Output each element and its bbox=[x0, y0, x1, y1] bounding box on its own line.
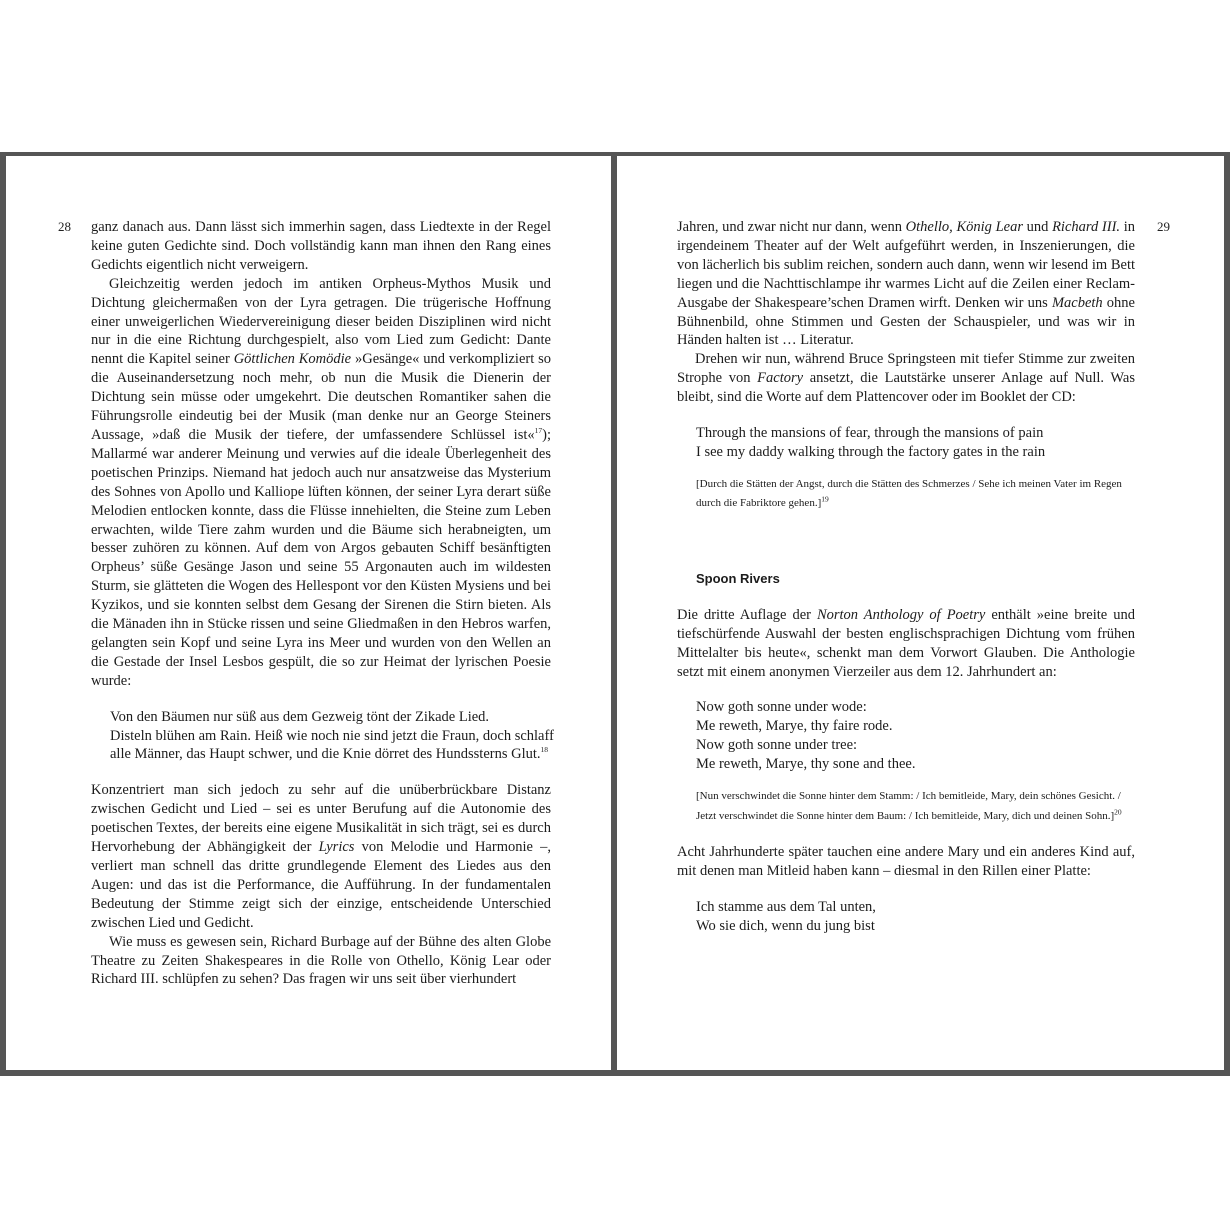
verse-line: Through the mansions of fear, through the mansions of pain bbox=[696, 425, 1044, 442]
footnote-marker: 18 bbox=[540, 745, 549, 755]
section-heading: Spoon Rivers bbox=[696, 570, 780, 586]
left-text-column bbox=[91, 218, 554, 989]
paragraph: Die dritte Auflage der Norton Anthology of Poetry enthält »eine breite und tiefschürfende Auswahl der besten englischsprachigen Dichtung vom frühen Mittelalter bis heute«, schenkt man dem Vorwort Glauben. Die Anthologie setzt mit einem anonymen Vierzeiler aus dem 12. Jahrhundert an: bbox=[677, 606, 1135, 680]
paragraph: Jahren, und zwar nicht nur dann, wenn Othello, König Lear und Richard III. in irgendeinem Theater auf der Welt aufgeführt werden, in Inszenierungen, die von lächerlich bis sublim reichen, sondern auch dann, wenn wir lesend im Bett liegen und die Nachttischlampe ihr warmes Licht auf die Zeilen einer Reclam-Ausgabe der Shakespeare’schen Dramen wirft. Denken wir uns Macbeth ohne Bühnenbild, ohne Stimmen und Gesten der Schauspieler, und was wir in Händen halten ist … Literatur. bbox=[677, 219, 1135, 349]
page-number: 28 bbox=[58, 219, 71, 234]
verse-line: Me reweth, Marye, thy faire rode. bbox=[696, 718, 893, 735]
footnote-marker: 19 bbox=[821, 494, 829, 504]
page-number: 29 bbox=[1157, 219, 1170, 234]
footnote-marker: 17 bbox=[534, 426, 543, 436]
verse-line: Von den Bäumen nur süß aus dem Gezweig tönt der Zikade Lied. bbox=[110, 708, 490, 725]
paragraph: ganz danach aus. Dann lässt sich immerhin sagen, dass Liedtexte in der Regel keine guten Gedichte sind. Doch vollständig kann man ihnen den Rang eines Gedichts eigentlich nicht verweigern. bbox=[91, 219, 551, 273]
left-page bbox=[6, 156, 611, 1070]
paragraph: Acht Jahrhunderte später tauchen eine andere Mary und ein anderes Kind auf, mit denen man Mitleid haben kann – diesmal in den Rillen einer Platte: bbox=[677, 844, 1135, 879]
lyrics-quote bbox=[677, 424, 1135, 462]
verse-quote bbox=[677, 698, 1135, 774]
verse-line: Now goth sonne under wode: bbox=[696, 699, 867, 716]
translation-note: [Durch die Stätten der Angst, durch die Stätten des Schmerzes / Sehe ich meinen Vater im Regen durch die Fabriktore gehen.]$^{19}$ bbox=[696, 477, 1122, 510]
paragraph: Gleichzeitig werden jedoch im antiken Orpheus-Mythos Musik und Dichtung gleichermaßen von der Lyra getragen. Die trügerische Hoffnung einer unweigerlichen Wiedervereinigung dieser beiden Disziplinen wird nicht nur in die eine Richtung durchgespielt, also vom Lied zum Gedicht: Dante nennt die Kapitel seiner Göttlichen Komödie »Gesänge« und verkompliziert so die Auseinandersetzung noch mehr, ob nun die Musik die Dienerin der Dichtung sein müsse oder umgekehrt. Die deutschen Romantiker sahen die Führungsrolle eindeutig bei der Musik (man denke nur an George Steiners Aussage, »daß die Musik der tiefere, der umfassendere Schlüssel ist«$^{17}$); Mallarmé war anderer Meinung und verwies auf die ideale Überlegenheit des poetischen Prinzips. Niemand hat jedoch auch nur ansatzweise das Mysterium des Sohnes von Apollo und Kalliope lüften können, der seiner Lyra derart süße Melodien entlocken konnte, dass die Flüsse innehielten, die Steine zum Leben erwachten, wilde Tiere zahm wurden und die Bäume sich herabneigten, um besser zuhören zu können. Auf dem von Argos gebauten Schiff besänftigten Orpheus’ süße Gesänge Jason und seine 55 Argonauten auch im wildesten Sturm, sie glätteten die Wogen des Hellespont vor den Küsten Mysiens und bei Kyzikos, und sie konnten selbst dem Gesang der Sirenen die Stirn bieten. Als die Mänaden ihn in Stücke rissen und seine Gliedmaßen in den Hebros warfen, gelangten sein Kopf und seine Lyra ins Meer und wurden von den Wellen an die Gestade der Insel Lesbos gespült, die so zur Heimat der lyrischen Poesie wurde: bbox=[91, 275, 551, 689]
verse-line: Wo sie dich, wenn du jung bist bbox=[696, 917, 875, 934]
verse-line: Me reweth, Marye, thy sone and thee. bbox=[696, 756, 916, 773]
paragraph: Konzentriert man sich jedoch zu sehr auf die unüberbrückbare Distanz zwischen Gedicht und Lied – sei es unter Berufung auf die Autonomie des poetischen Textes, der bereits eine eigene Musikalität in sich trägt, sei es durch Hervorhebung der Abhängigkeit der Lyrics von Melodie und Harmonie –, verliert man schnell das dritte grundlegende Element des Liedes aus den Augen: und das ist die Performance, die Aufführung. In der fundamentalen Bedeutung der Stimme zeigt sich der einzige, entscheidende Unterschied zwischen Lied und Gedicht. bbox=[91, 782, 551, 931]
verse-line: Ich stamme aus dem Tal unten, bbox=[696, 898, 876, 915]
paragraph: Drehen wir nun, während Bruce Springsteen mit tiefer Stimme zur zweiten Strophe von Factory ansetzt, die Lautstärke unserer Anlage auf Null. Was bleibt, sind die Worte auf dem Plattencover oder im Booklet der CD: bbox=[677, 351, 1136, 406]
right-text-column bbox=[677, 218, 1135, 936]
verse-line: I see my daddy walking through the factory gates in the rain bbox=[696, 443, 1046, 460]
verse-quote bbox=[91, 708, 554, 765]
paragraph: Wie muss es gewesen sein, Richard Burbage auf der Bühne des alten Globe Theatre zu Zeiten Shakespeares in die Rolle von Othello, König Lear oder Richard III. schlüpfen zu sehen? Das fragen wir uns seit über vierhundert bbox=[91, 933, 551, 988]
verse-line: Disteln blühen am Rain. Heiß wie noch nie sind jetzt die Fraun, doch schlaff bbox=[110, 727, 554, 744]
footnote-marker: 20 bbox=[1114, 806, 1122, 816]
book-spread bbox=[0, 152, 1230, 1076]
verse-line: alle Männer, das Haupt schwer, und die Knie dörret des Hundssterns Glut.$^{18}$ bbox=[110, 745, 549, 763]
translation-note: [Nun verschwindet die Sonne hinter dem Stamm: / Ich bemitleide, Mary, dein schönes Gesicht. / Jetzt verschwindet die Sonne hinter dem Baum: / Ich bemitleide, Mary, dich und deinen Sohn.]$^{20}$ bbox=[696, 790, 1122, 822]
right-page bbox=[617, 156, 1224, 1070]
verse-line: Now goth sonne under tree: bbox=[696, 737, 858, 754]
verse-quote bbox=[677, 898, 1135, 936]
